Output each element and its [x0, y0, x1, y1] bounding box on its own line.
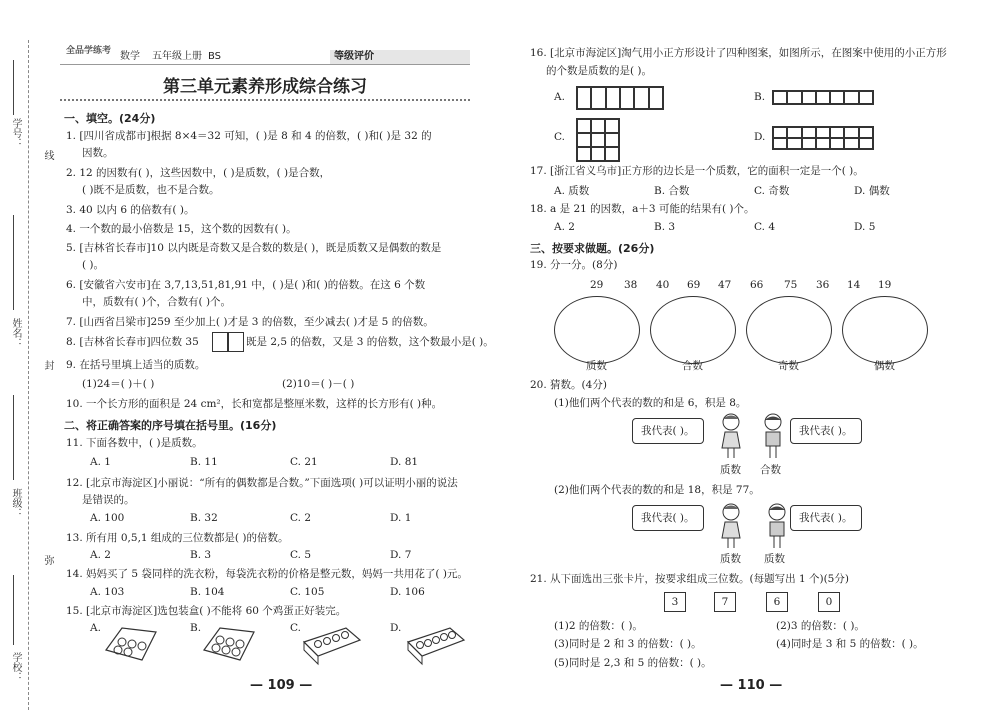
q9-part2: (2)10＝( )－( )	[282, 378, 355, 390]
q2-line2: ( )既不是质数，也不是合数。	[82, 184, 220, 196]
digit-box[interactable]	[212, 332, 228, 352]
q9-part1: (1)24＝( )＋( )	[82, 378, 155, 390]
egg-carton-a-image	[102, 620, 160, 666]
q16-option-c[interactable]: C.	[554, 131, 565, 143]
q8-start: 8. [吉林省长春市]四位数 35	[66, 336, 199, 348]
egg-carton-c-image	[300, 618, 364, 666]
section-1-heading: 一、填空。(24分)	[64, 112, 156, 125]
q19: 19. 分一分。(8分)	[530, 259, 618, 271]
q16-option-a[interactable]: A.	[554, 91, 565, 103]
number-item: 29	[590, 279, 604, 291]
number-item: 38	[624, 279, 638, 291]
q6-line1: 6. [安徽省六安市]在 3,7,13,51,81,91 中，( )是( )和( )的倍数。在这 6 个数	[66, 279, 426, 291]
number-item: 69	[687, 279, 701, 291]
q20-part2: (2)他们两个代表的数的和是 18，积是 77。	[554, 484, 760, 496]
q1-line1: 1. [四川省成都市]根据 8×4＝32 可知，( )是 8 和 4 的倍数，( )和( )是 32 的	[66, 130, 432, 142]
number-item: 47	[718, 279, 732, 291]
egg-carton-d-image	[404, 618, 468, 666]
pattern-c	[576, 118, 620, 162]
sidebar-blank-line	[13, 60, 14, 115]
q12-option-c[interactable]: C. 2	[290, 512, 312, 524]
q15-option-b[interactable]: B.	[190, 622, 202, 634]
sidebar-student-no: 学号：	[10, 118, 21, 148]
figure-label: 质数	[720, 553, 741, 565]
sidebar-school: 学校：	[10, 652, 21, 682]
q5-line2: ( )。	[82, 259, 105, 271]
girl-figure-image	[716, 412, 746, 460]
q15-option-a[interactable]: A.	[90, 622, 101, 634]
q18-option-b[interactable]: B. 3	[654, 221, 676, 233]
pattern-d	[772, 126, 874, 150]
number-card[interactable]: 7	[714, 592, 736, 612]
speech-bubble-left[interactable]: 我代表( )。	[632, 505, 704, 531]
sidebar-blank-line	[13, 215, 14, 310]
q11: 11. 下面各数中，( )是质数。	[66, 437, 203, 449]
oval-label-even: 偶数	[874, 360, 895, 372]
oval-label-prime: 质数	[586, 360, 607, 372]
q21: 21. 从下面选出三张卡片，按要求组成三位数。(每题写出 1 个)(5分)	[530, 573, 849, 585]
q14-option-a[interactable]: A. 103	[90, 586, 125, 598]
speech-bubble-right[interactable]: 我代表( )。	[790, 505, 862, 531]
egg-carton-b-image	[200, 620, 258, 666]
q17-option-c[interactable]: C. 奇数	[754, 185, 790, 197]
speech-bubble-left[interactable]: 我代表( )。	[632, 418, 704, 444]
q7: 7. [山西省吕梁市]259 至少加上( )才是 3 的倍数，至少减去( )才是 5 的倍数。	[66, 316, 434, 328]
grade-badge: 等级评价	[334, 51, 374, 62]
q16-option-b[interactable]: B.	[754, 91, 766, 103]
sort-oval-odd[interactable]	[746, 296, 832, 364]
q11-option-d[interactable]: D. 81	[390, 456, 419, 468]
q21-part2: (2)3 的倍数：( )。	[776, 620, 865, 632]
q16-line2: 的个数是质数的是( )。	[546, 65, 653, 77]
subject: 数学	[120, 51, 140, 62]
section-3-heading: 三、按要求做题。(26分)	[530, 242, 655, 255]
number-card[interactable]: 3	[664, 592, 686, 612]
sort-oval-even[interactable]	[842, 296, 928, 364]
q17: 17. [浙江省义乌市]正方形的边长是一个质数，它的面积一定是一个( )。	[530, 165, 864, 177]
q16-line1: 16. [北京市海淀区]淘气用小正方形设计了四种图案，如图所示，在图案中使用的小正方形	[530, 47, 947, 59]
q15: 15. [北京市海淀区]选包装盒( )不能将 60 个鸡蛋正好装完。	[66, 605, 347, 617]
q13-option-b[interactable]: B. 3	[190, 549, 212, 561]
q21-part3: (3)同时是 2 和 3 的倍数：( )。	[554, 638, 702, 650]
number-card[interactable]: 0	[818, 592, 840, 612]
q16-option-d[interactable]: D.	[754, 131, 766, 143]
q18: 18. a 是 21 的因数，a＋3 可能的结果有( )个。	[530, 203, 755, 215]
q11-option-a[interactable]: A. 1	[90, 456, 111, 468]
number-item: 14	[847, 279, 861, 291]
sort-oval-composite[interactable]	[650, 296, 736, 364]
oval-label-composite: 合数	[682, 360, 703, 372]
q20-part1: (1)他们两个代表的数的和是 6，积是 8。	[554, 397, 747, 409]
q1-line2: 因数。	[82, 147, 114, 159]
q14-option-c[interactable]: C. 105	[290, 586, 325, 598]
brand-logo-text: 全品学练考	[66, 46, 112, 56]
q11-option-c[interactable]: C. 21	[290, 456, 318, 468]
title-rule	[60, 99, 470, 101]
header-rule	[60, 64, 470, 65]
sidebar-blank-line	[13, 575, 14, 645]
q10: 10. 一个长方形的面积是 24 cm²，长和宽都是整厘米数，这样的长方形有( )种。	[66, 398, 443, 410]
q12-option-d[interactable]: D. 1	[390, 512, 412, 524]
edition: BS	[208, 51, 222, 62]
q15-option-c[interactable]: C.	[290, 622, 301, 634]
sidebar-mark-line: 线	[42, 150, 53, 160]
number-item: 36	[816, 279, 830, 291]
brand-logo	[66, 46, 112, 70]
q13-option-a[interactable]: A. 2	[90, 549, 111, 561]
q3: 3. 40 以内 6 的倍数有( )。	[66, 204, 195, 216]
pattern-b	[772, 90, 874, 105]
page-number-left: — 109 —	[250, 678, 313, 693]
figure-label: 合数	[760, 464, 781, 476]
girl-figure-image	[716, 502, 746, 550]
grade: 五年级上册	[152, 51, 202, 62]
oval-label-odd: 奇数	[778, 360, 799, 372]
number-card[interactable]: 6	[766, 592, 788, 612]
q14: 14. 妈妈买了 5 袋同样的洗衣粉，每袋洗衣粉的价格是整元数，妈妈一共用花了( )元。	[66, 568, 468, 580]
number-item: 66	[750, 279, 764, 291]
q13-option-d[interactable]: D. 7	[390, 549, 412, 561]
sidebar-mark-close: 弥	[42, 555, 53, 565]
q12-line1: 12. [北京市海淀区]小丽说：“所有的偶数都是合数。”下面选项( )可以证明小丽的说法	[66, 477, 458, 489]
q12-option-b[interactable]: B. 32	[190, 512, 218, 524]
sidebar-name: 姓名：	[10, 318, 21, 348]
q20: 20. 猜数。(4分)	[530, 379, 607, 391]
q17-option-b[interactable]: B. 合数	[654, 185, 690, 197]
q12-line2: 是错误的。	[82, 494, 135, 506]
q11-option-b[interactable]: B. 11	[190, 456, 218, 468]
q14-option-b[interactable]: B. 104	[190, 586, 225, 598]
q18-option-a[interactable]: A. 2	[554, 221, 575, 233]
sort-oval-prime[interactable]	[554, 296, 640, 364]
q8-end: 既是 2,5 的倍数，又是 3 的倍数，这个数最小是( )。	[246, 336, 494, 348]
sidebar-class: 班级：	[10, 488, 21, 518]
sidebar-blank-line	[13, 395, 14, 480]
figure-label: 质数	[720, 464, 741, 476]
q6-line2: 中，质数有( )个，合数有( )个。	[82, 296, 232, 308]
pattern-a	[576, 86, 664, 110]
q18-option-d[interactable]: D. 5	[854, 221, 876, 233]
q12-option-a[interactable]: A. 100	[90, 512, 125, 524]
q2-line1: 2. 12 的因数有( )，这些因数中，( )是质数，( )是合数，	[66, 167, 331, 179]
q17-option-a[interactable]: A. 质数	[554, 185, 590, 197]
q21-part1: (1)2 的倍数：( )。	[554, 620, 643, 632]
q13: 13. 所有用 0,5,1 组成的三位数都是( )的倍数。	[66, 532, 289, 544]
binding-line	[28, 40, 29, 710]
number-item: 40	[656, 279, 670, 291]
boy-figure-image	[758, 412, 788, 460]
sidebar-mark-seal: 封	[42, 360, 53, 370]
boy-figure-image	[762, 502, 792, 550]
q15-option-d[interactable]: D.	[390, 622, 402, 634]
speech-bubble-right[interactable]: 我代表( )。	[790, 418, 862, 444]
q5-line1: 5. [吉林省长春市]10 以内既是奇数又是合数的数是( )，既是质数又是偶数的数是	[66, 242, 442, 254]
q14-option-d[interactable]: D. 106	[390, 586, 425, 598]
q13-option-c[interactable]: C. 5	[290, 549, 312, 561]
right-page	[500, 0, 1000, 722]
digit-box[interactable]	[228, 332, 244, 352]
q18-option-c[interactable]: C. 4	[754, 221, 776, 233]
q9: 9. 在括号里填上适当的质数。	[66, 359, 206, 371]
q17-option-d[interactable]: D. 偶数	[854, 185, 890, 197]
number-item: 75	[784, 279, 798, 291]
page-title: 第三单元素养形成综合练习	[163, 77, 367, 97]
q21-part5: (5)同时是 2,3 和 5 的倍数：( )。	[554, 657, 712, 669]
number-item: 19	[878, 279, 892, 291]
q21-part4: (4)同时是 3 和 5 的倍数：( )。	[776, 638, 924, 650]
page-number-right: — 110 —	[720, 678, 783, 693]
figure-label: 质数	[764, 553, 785, 565]
q4: 4. 一个数的最小倍数是 15，这个数的因数有( )。	[66, 223, 297, 235]
section-2-heading: 二、将正确答案的序号填在括号里。(16分)	[64, 419, 277, 432]
